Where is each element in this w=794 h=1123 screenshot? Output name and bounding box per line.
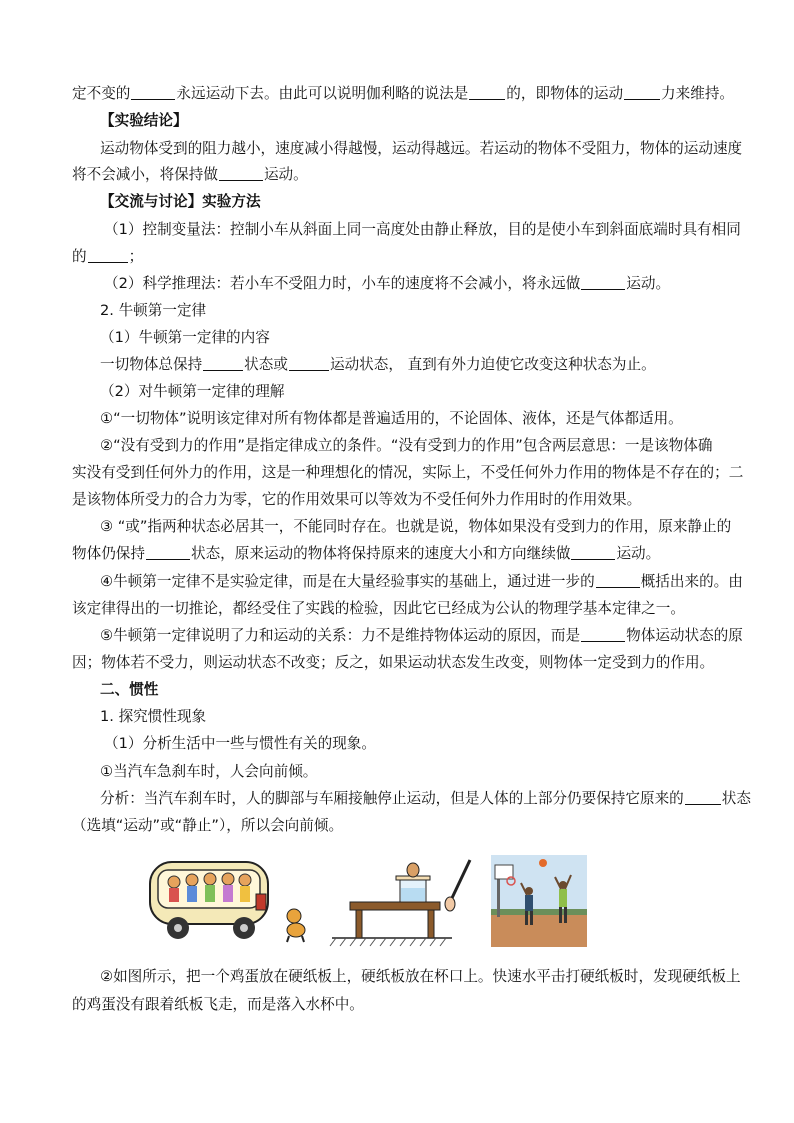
text-line-18: 物体仍保持 状态，原来运动的物体将保持原来的速度大小和方向继续做 运动。	[72, 545, 661, 562]
text-line-15: 实没有受到任何外力的作用，这是一种理想化的情况，实际上，不受任何外力作用的物体是不存在的；二	[72, 464, 744, 481]
fill-blank	[571, 545, 615, 560]
text-line-27: 分析：当汽车刹车时，人的脚部与车厢接触停止运动，但是人体的上部分仍要保持它原来的 状态	[100, 790, 751, 807]
fill-blank	[581, 275, 625, 290]
fill-blank	[203, 356, 243, 371]
subheading-law-understanding: （2）对牛顿第一定律的理解	[100, 383, 285, 400]
fill-blank	[685, 790, 721, 805]
text-line-3: 运动物体受到的阻力越小，速度减小得越慢，运动得越远。若运动的物体不受阻力，物体的运动速度	[100, 140, 743, 157]
fill-blank	[88, 248, 128, 263]
fill-blank	[131, 85, 175, 100]
fill-blank	[289, 356, 329, 371]
text-line-29: ②如图所示，把一个鸡蛋放在硬纸板上，硬纸板放在杯口上。快速水平击打硬纸板时，发现硬纸板上	[100, 968, 741, 985]
text-line-6: （1）控制变量法：控制小车从斜面上同一高度处由静止释放，目的是使小车到斜面底端时具有相同	[104, 221, 741, 238]
text-line-13: ①“一切物体”说明该定律对所有物体都是普遍适用的，不论固体、液体，还是气体都适用。	[100, 410, 683, 427]
text-line-19: ④牛顿第一定律不是实验定律，而是在大量经验事实的基础上，通过进一步的 概括出来的。由	[100, 573, 743, 590]
subheading-law-content: （1）牛顿第一定律的内容	[100, 329, 270, 346]
text-line-4: 将不会减小，将保持做 运动。	[72, 166, 308, 183]
text-line-14: ②“没有受到力的作用”是指定律成立的条件。“没有受到力的作用”包含两层意思：一是该物体确	[100, 437, 713, 454]
basketball-shot-photo	[491, 855, 587, 947]
text-line-21: ⑤牛顿第一定律说明了力和运动的关系：力不是维持物体运动的原因，而是 物体运动状态的原	[100, 627, 743, 644]
text-line-7: 的 ；	[72, 248, 144, 265]
fill-blank	[469, 85, 505, 100]
fill-blank	[596, 573, 640, 588]
fill-blank	[219, 166, 263, 181]
text-line-8: （2）科学推理法：若小车不受阻力时，小车的速度将不会减小，将永远做 运动。	[104, 275, 671, 292]
fill-blank	[581, 627, 625, 642]
heading-inertia: 二、惯性	[100, 681, 159, 698]
section-heading-conclusion: 【实验结论】	[100, 112, 188, 129]
bus-braking-illustration	[144, 848, 314, 948]
section-heading-discussion: 【交流与讨论】实验方法	[100, 193, 261, 210]
text-line-20: 该定律得出的一切推论，都经受住了实践的检验，因此它已经成为公认的物理学基本定律之一。	[72, 600, 685, 617]
fill-blank	[146, 545, 190, 560]
text-line-30: 的鸡蛋没有跟着纸板飞走，而是落入水杯中。	[72, 996, 364, 1013]
text-line-11: 一切物体总保持 状态或 运动状态， 直到有外力迫使它改变这种状态为止。	[100, 356, 656, 373]
text-line-28: （选填“运动”或“静止”），所以会向前倾。	[72, 817, 344, 834]
text-line-22: 因；物体若不受力，则运动状态不改变；反之，如果运动状态发生改变，则物体一定受到力的作用。	[72, 654, 715, 671]
heading-newton-first-law: 2. 牛顿第一定律	[100, 302, 207, 319]
text-line-26: ①当汽车急刹车时，人会向前倾。	[100, 763, 318, 780]
fill-blank	[624, 85, 660, 100]
text-line-25: （1）分析生活中一些与惯性有关的现象。	[104, 735, 376, 752]
heading-inertia-explore: 1. 探究惯性现象	[100, 708, 207, 725]
text-line-17: ③ “或”指两种状态必居其一，不能同时存在。也就是说，物体如果没有受到力的作用，原来静止的	[100, 518, 732, 535]
text-line-16: 是该物体所受力的合力为零，它的作用效果可以等效为不受任何外力作用时的作用效果。	[72, 491, 642, 508]
egg-cardboard-cup-illustration	[326, 858, 476, 950]
text-line-1: 定不变的 永远运动下去。由此可以说明伽利略的说法是 的，即物体的运动 力来维持。	[72, 85, 735, 102]
